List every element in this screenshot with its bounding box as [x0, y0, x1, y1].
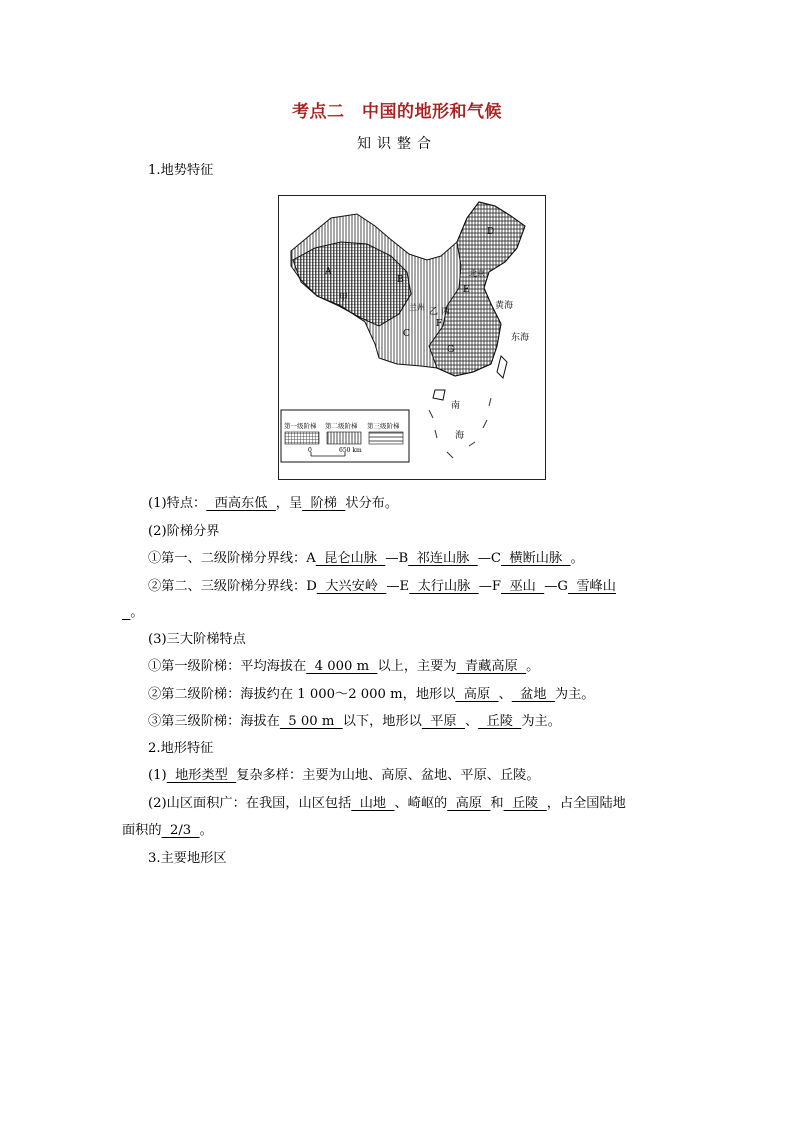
page-title: 考点二 中国的地形和气候 — [292, 102, 502, 122]
terrain-type-line: (1) 地形类型 复杂多样：主要为山地、高原、盆地、平原、丘陵。 — [148, 768, 540, 783]
answer-blank: 巫山 — [501, 579, 545, 594]
step-1-line: ①第一级阶梯：平均海拔在 4 000 m 以上，主要为 青藏高原 。 — [148, 659, 540, 674]
map-label-a: A — [325, 267, 332, 277]
map-label-g: G — [447, 345, 455, 355]
answer-blank: 祁连山脉 — [408, 551, 478, 566]
boundary-line-1: ①第一、二级阶梯分界线：A 昆仑山脉 —B 祁连山脉 —C 横断山脉 。 — [148, 551, 584, 566]
answer-blank: 山地 — [351, 796, 395, 811]
hainan-island — [433, 390, 445, 400]
answer-blank: 高原 — [447, 796, 491, 811]
boundary-line-2: ②第二、三级阶梯分界线：D 大兴安岭 —E 太行山脉 —F 巫山 —G 雪峰山 — [148, 579, 616, 594]
answer-blank: 4 000 m — [306, 659, 378, 674]
scale-zero: 0 — [308, 447, 312, 454]
answer-blank: 地形类型 — [166, 768, 237, 783]
boundary-line-2-cont: 。 — [122, 603, 144, 623]
answer-blank: 盆地 — [511, 687, 555, 702]
answer-blank: 太行山脉 — [409, 579, 479, 594]
scale-distance: 650 km — [339, 447, 362, 454]
map-label-e: E — [463, 285, 470, 295]
map-label-c: C — [403, 329, 410, 339]
answer-blank: 高原 — [455, 687, 499, 702]
section-heading-1: 1.地势特征 — [148, 163, 214, 178]
map-label-bing: 丙 — [441, 307, 451, 317]
map-label-huanghai: 黄海 — [495, 301, 514, 311]
three-steps-heading: (3)三大阶梯特点 — [148, 632, 246, 647]
legend-third-swatch — [369, 432, 403, 444]
map-figure — [279, 196, 545, 479]
legend-third-label: 第三级阶梯 — [367, 422, 400, 430]
section-heading-2: 2.地形特征 — [148, 741, 214, 756]
map-label-f: F — [436, 319, 443, 329]
answer-blank: 青藏高原 — [456, 659, 527, 674]
answer-blank: 昆仑山脉 — [315, 551, 386, 566]
answer-blank: 丘陵 — [478, 714, 522, 729]
mountain-area-line-cont: 面积的 2/3 。 — [122, 823, 213, 838]
map-label-hai: 海 — [455, 431, 465, 441]
china-terrain-map — [278, 195, 546, 480]
legend-first-swatch — [285, 432, 319, 444]
map-label-lanzhou: 兰州 — [409, 303, 425, 312]
answer-blank: 阶梯 — [302, 496, 346, 511]
legend-second-label: 第二级阶梯 — [325, 422, 358, 430]
step-2-line: ②第二级阶梯：海拔约在 1 000～2 000 m，地形以 高原 、 盆地 为主。 — [148, 687, 595, 702]
answer-blank: 大兴安岭 — [316, 579, 387, 594]
answer-blank: 平原 — [421, 714, 465, 729]
answer-blank: 5 00 m — [279, 714, 343, 729]
ladder-boundary-heading: (2)阶梯分界 — [148, 524, 220, 539]
map-label-beijing: 北京 — [469, 269, 485, 278]
legend-first-label: 第一级阶梯 — [284, 422, 317, 430]
taiwan-island — [497, 356, 507, 378]
map-label-donghai: 东海 — [511, 333, 530, 343]
answer-blank: 雪峰山 — [567, 579, 616, 594]
section-heading-3: 3.主要地形区 — [148, 851, 227, 866]
map-label-b: B — [397, 275, 404, 285]
answer-blank: 西高东低 — [206, 496, 276, 511]
legend-second-swatch — [327, 432, 361, 444]
feature-line: (1)特点： 西高东低 ，呈 阶梯 状分布。 — [148, 496, 399, 511]
mountain-area-line: (2)山区面积广：在我国，山区包括 山地 、崎岖的 高原 和 丘陵 ，占全国陆地 — [148, 796, 626, 811]
answer-blank: 2/3 — [161, 823, 200, 838]
map-label-d: D — [487, 227, 495, 237]
answer-blank: 横断山脉 — [501, 551, 571, 566]
step-3-line: ③第三级阶梯：海拔在 5 00 m 以下，地形以 平原 、 丘陵 为主。 — [148, 714, 561, 729]
answer-blank: 丘陵 — [503, 796, 547, 811]
section-subtitle: 知识整合 — [357, 136, 437, 152]
map-label-jia: 甲 — [339, 293, 349, 303]
map-label-yi: 乙 — [429, 307, 439, 317]
map-label-nan: 南 — [451, 401, 461, 411]
